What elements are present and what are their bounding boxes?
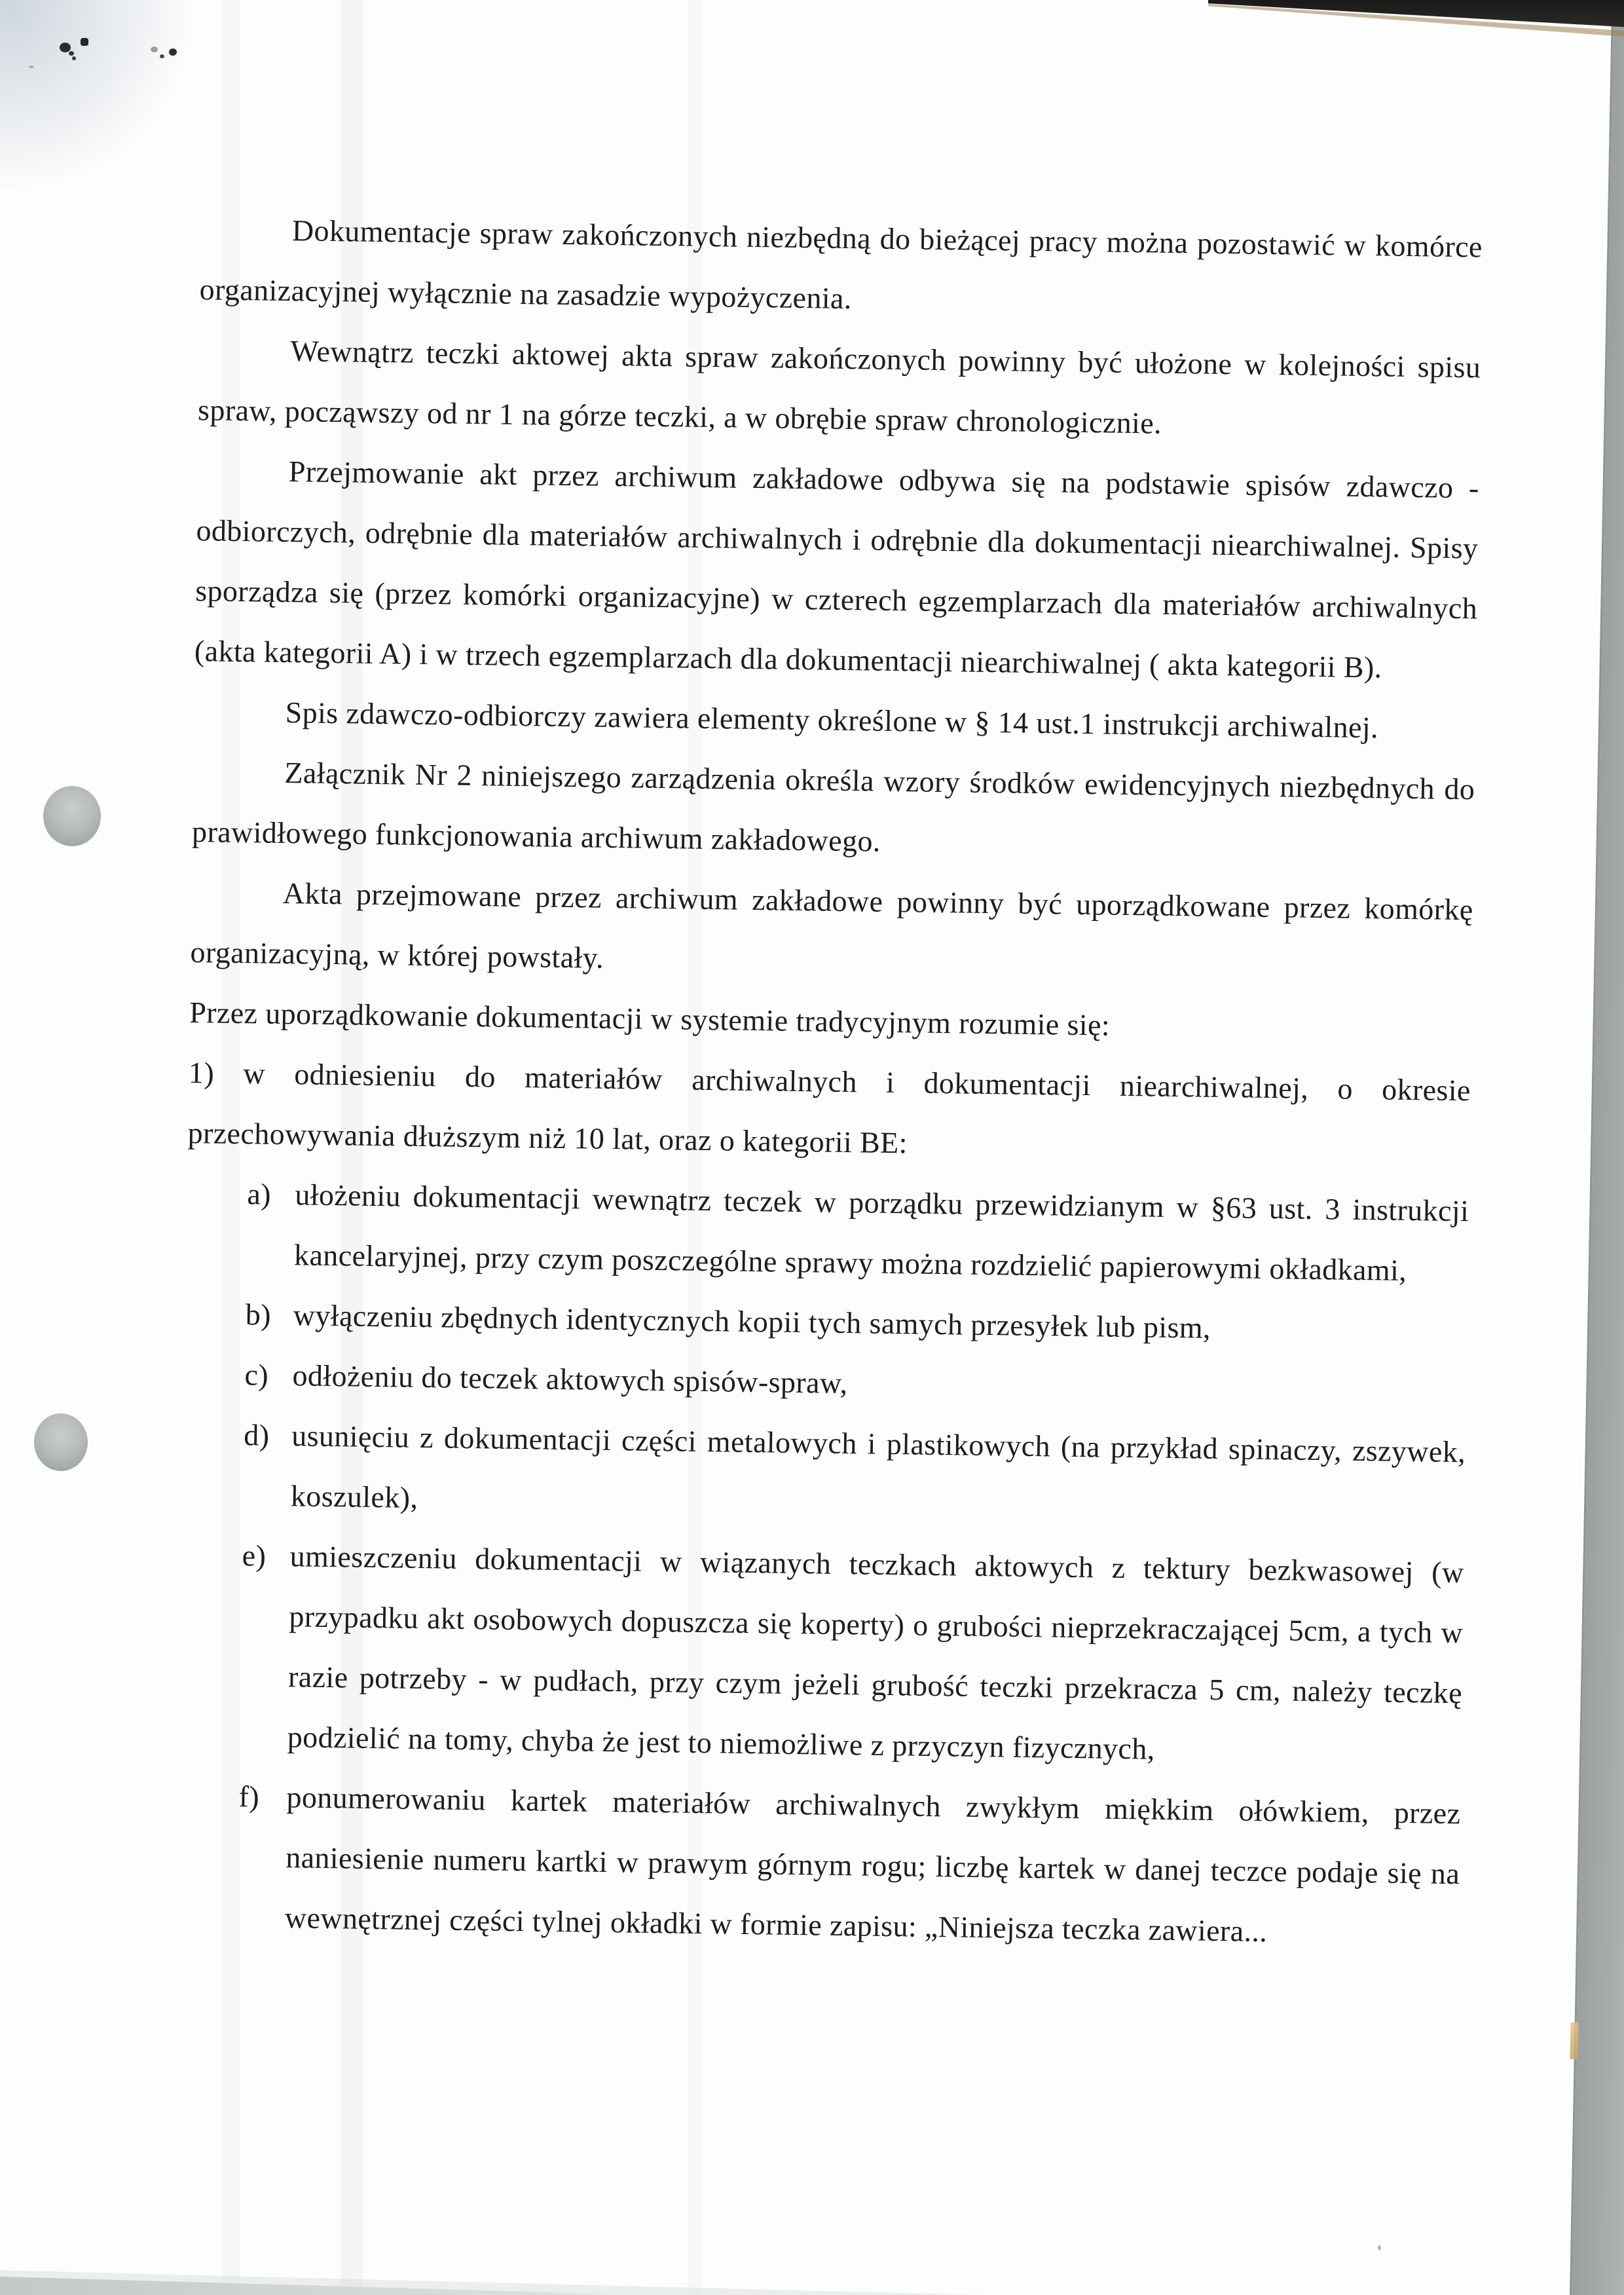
list-item-text: ponumerowaniu kartek materiałów archiwalnych zwykłym miękkim ołówkiem, przez naniesienie numeru kartki w prawym górnym rogu; liczbę kartek w danej teczce podaje się na wewnętrznej części tylnej okładki w formie zapisu: „Niniejsza teczka zawiera... [284, 1780, 1461, 1949]
dust-speck [1378, 2245, 1381, 2250]
ink-dot [72, 56, 76, 60]
paragraph-7: Przez uporządkowanie dokumentacji w systemie tradycyjnym rozumie się: [189, 996, 1111, 1042]
punch-hole-bottom [34, 1413, 88, 1471]
paragraph-2: Wewnątrz teczki aktowej akta spraw zakończonych powinny być ułożone w kolejności spisu spraw, począwszy od nr 1 na górze teczki, a w obrębie spraw chronologicznie. [197, 334, 1481, 440]
paragraph-5: Załącznik Nr 2 niniejszego zarządzenia określa wzory środków ewidencyjnych niezbędnych do prawidłowego funkcjonowania archiwum zakładowego. [191, 756, 1475, 858]
paragraph-3: Przejmowanie akt przez archiwum zakładowe odbywa się na podstawie spisów zdawczo - odbiorczych, odrębnie dla materiałów archiwalnych i odrębnie dla dokumentacji niearchiwalnej. Spisy sporządza się (przez komórki organizacyjne) w czterech egzemplarzach dla materiałów archiwalnych (akta kategorii A) i w trzech egzemplarzach dla dokumentacji niearchiwalnej ( akta kategorii B). [194, 455, 1480, 684]
list-item-text: umieszczeniu dokumentacji w wiązanych teczkach aktowych z tektury bezkwasowej (w przypadku akt osobowych dopuszcza się koperty) o grubości nieprzekraczającej 5cm, a tych w razie potrzeby - w pudłach, przy czym jeżeli grubość teczki przekracza 5 cm, należy teczkę podzielić na tomy, chyba że jest to niemożliwe z przyczyn fizycznych, [287, 1539, 1464, 1766]
list-item-d [182, 1404, 1466, 1542]
ink-dot [60, 43, 71, 52]
list-item-e [179, 1525, 1464, 1783]
paragraph-8: 1) w odniesieniu do materiałów archiwalnych i dokumentacji niearchiwalnej, o okresie przechowywania dłuższym niż 10 lat, oraz o kategorii BE: [187, 1056, 1471, 1160]
list-marker: b) [245, 1297, 272, 1332]
ink-dot [160, 54, 164, 58]
ink-dot [169, 48, 177, 56]
list-item-a [186, 1163, 1469, 1301]
document-text [176, 199, 1483, 1964]
paragraph-1: Dokumentacje spraw zakończonych niezbędną do bieżącej pracy można pozostawić w komórce organizacyjnej wyłącznie na zasadzie wypożyczenia. [199, 214, 1483, 316]
list-marker: e) [242, 1539, 267, 1573]
punch-hole-top [43, 786, 101, 846]
list-marker: c) [244, 1358, 269, 1392]
list-item-f [176, 1766, 1461, 1964]
list-marker: a) [247, 1177, 272, 1211]
dust-speck [29, 65, 34, 68]
list-marker: d) [243, 1418, 270, 1452]
list-item-text: odłożeniu do teczek aktowych spisów-spraw, [292, 1358, 848, 1400]
scan-corner-tint [0, 0, 203, 190]
paragraph-4: Spis zdawczo-odbiorczy zawiera elementy określone w § 14 ust.1 instrukcji archiwalnej. [285, 696, 1379, 745]
list-item-text: wyłączeniu zbędnych identycznych kopii tych samych przesyłek lub pism, [293, 1298, 1211, 1345]
ink-dot [69, 51, 74, 56]
list-item-text: usunięciu z dokumentacji części metalowych i plastikowych (na przykład spinaczy, zszywek, koszulek), [290, 1419, 1466, 1514]
ink-mark-cluster [149, 45, 182, 64]
page-edge-glint [1570, 2023, 1578, 2059]
list-marker: f) [238, 1780, 260, 1814]
scanner-edge-right [1568, 0, 1624, 2295]
paragraph-6: Akta przejmowane przez archiwum zakładowe powinny być uporządkowane przez komórkę organizacyjną, w której powstały. [190, 876, 1474, 975]
ink-mark-cluster [59, 34, 98, 67]
ink-dot [81, 38, 88, 46]
ink-dot [151, 47, 158, 52]
list-item-text: ułożeniu dokumentacji wewnątrz teczek w porządku przewidzianym w §63 ust. 3 instrukcji kancelaryjnej, przy czym poszczególne sprawy można rozdzielić papierowymi okładkami, [293, 1178, 1469, 1287]
